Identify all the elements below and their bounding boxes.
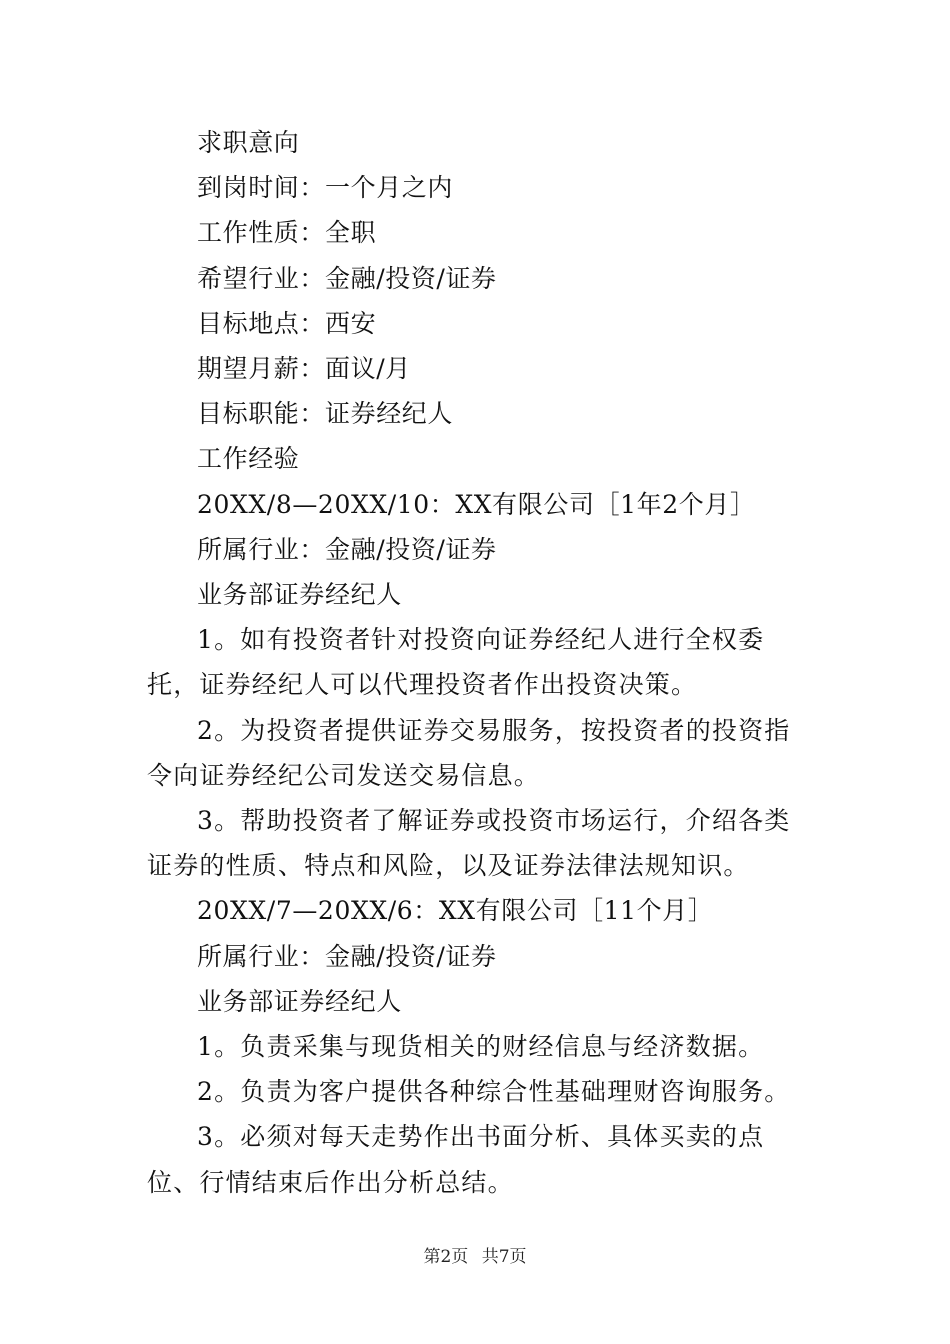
job-duty: 2。为投资者提供证券交易服务，按投资者的投资指令向证券经纪公司发送交易信息。 bbox=[147, 715, 791, 790]
job-duty: 1。如有投资者针对投资向证券经纪人进行全权委托，证券经纪人可以代理投资者作出投资决策。 bbox=[147, 625, 765, 700]
intention-item: 希望行业：金融/投资/证券 bbox=[197, 263, 497, 293]
job-duty: 3。必须对每天走势作出书面分析、具体买卖的点位、行情结束后作出分析总结。 bbox=[147, 1122, 765, 1197]
page-footer bbox=[0, 1242, 950, 1267]
page-total: 共7页 bbox=[481, 1247, 527, 1267]
job-duty: 2。负责为客户提供各种综合性基础理财咨询服务。 bbox=[197, 1077, 791, 1107]
intention-item: 工作性质：全职 bbox=[197, 218, 377, 248]
job-position: 业务部证券经纪人 bbox=[197, 986, 402, 1016]
intention-item: 目标地点：西安 bbox=[197, 308, 377, 338]
job-period: 20XX/8—20XX/10：XX有限公司［1年2个月］ bbox=[197, 489, 756, 519]
job-position: 业务部证券经纪人 bbox=[197, 580, 402, 610]
job-period: 20XX/7—20XX/6：XX有限公司［11个月］ bbox=[197, 896, 714, 926]
intention-item: 到岗时间：一个月之内 bbox=[197, 173, 454, 203]
intention-item: 期望月薪：面议/月 bbox=[197, 354, 411, 384]
page-number: 第2页 bbox=[423, 1247, 469, 1267]
intention-item: 目标职能：证券经纪人 bbox=[197, 399, 454, 429]
job-duty: 1。负责采集与现货相关的财经信息与经济数据。 bbox=[197, 1032, 765, 1062]
job-industry: 所属行业：金融/投资/证券 bbox=[197, 534, 497, 564]
job-industry: 所属行业：金融/投资/证券 bbox=[197, 941, 497, 971]
page-content bbox=[147, 120, 807, 1205]
section-heading-intention: 求职意向 bbox=[197, 128, 300, 157]
job-duty: 3。帮助投资者了解证券或投资市场运行，介绍各类证券的性质、特点和风险，以及证券法律法规知识。 bbox=[147, 806, 791, 881]
section-heading-experience: 工作经验 bbox=[197, 444, 300, 474]
